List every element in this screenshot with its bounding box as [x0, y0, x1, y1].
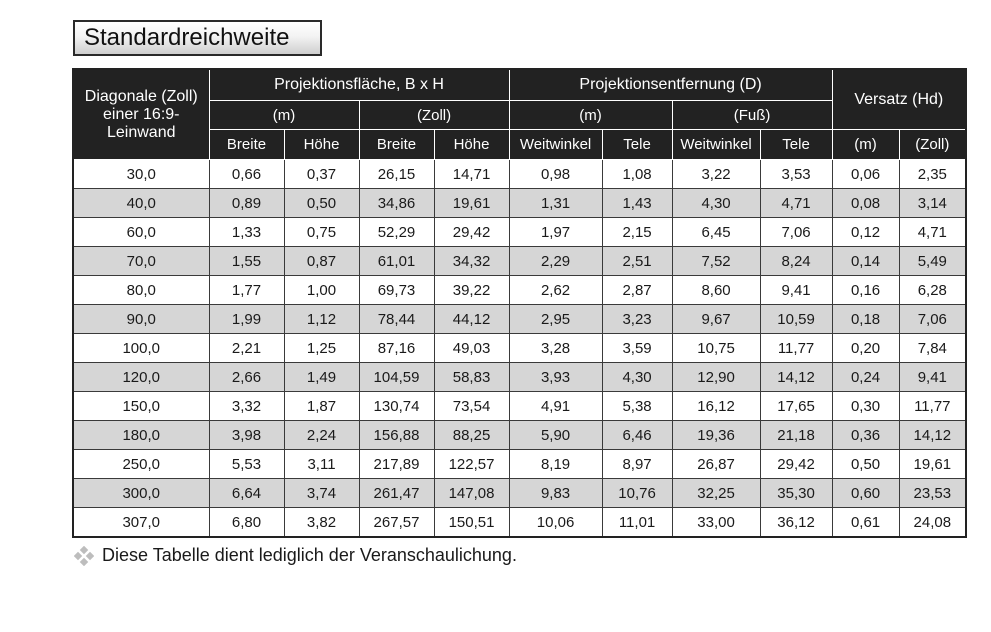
table-cell: 7,06 — [899, 305, 966, 334]
table-cell: 40,0 — [73, 189, 209, 218]
table-cell: 0,18 — [832, 305, 899, 334]
table-row — [73, 276, 966, 305]
table-row — [73, 450, 966, 479]
table-cell: 11,01 — [602, 508, 672, 538]
footnote-text: Diese Tabelle dient lediglich der Veranschaulichung. — [102, 545, 517, 565]
table-cell: 0,66 — [209, 160, 284, 189]
table-cell: 7,06 — [760, 218, 832, 247]
table-row — [73, 160, 966, 189]
table-cell: 36,12 — [760, 508, 832, 538]
table-cell: 26,87 — [672, 450, 760, 479]
table-cell: 2,62 — [509, 276, 602, 305]
table-cell: 3,98 — [209, 421, 284, 450]
table-cell: 34,86 — [359, 189, 434, 218]
table-cell: 122,57 — [434, 450, 509, 479]
table-cell: 2,24 — [284, 421, 359, 450]
header-hoehe-m: Höhe — [284, 130, 359, 160]
table-cell: 1,87 — [284, 392, 359, 421]
table-cell: 8,97 — [602, 450, 672, 479]
table-cell: 19,61 — [899, 450, 966, 479]
table-cell: 0,61 — [832, 508, 899, 538]
diamond-bullet-icon — [74, 546, 94, 566]
table-cell: 33,00 — [672, 508, 760, 538]
table-cell: 2,15 — [602, 218, 672, 247]
table-cell: 9,41 — [899, 363, 966, 392]
table-cell: 0,36 — [832, 421, 899, 450]
table-row — [73, 392, 966, 421]
table-cell: 4,30 — [602, 363, 672, 392]
table-cell: 150,0 — [73, 392, 209, 421]
table-cell: 1,12 — [284, 305, 359, 334]
table-cell: 250,0 — [73, 450, 209, 479]
table-cell: 130,74 — [359, 392, 434, 421]
table-cell: 6,64 — [209, 479, 284, 508]
header-projection-distance: Projektionsentfernung (D) — [509, 69, 832, 101]
header-offset: Versatz (Hd) — [832, 69, 966, 130]
table-cell: 7,52 — [672, 247, 760, 276]
table-cell: 0,16 — [832, 276, 899, 305]
table-cell: 24,08 — [899, 508, 966, 538]
table-cell: 78,44 — [359, 305, 434, 334]
table-row — [73, 363, 966, 392]
table-cell: 2,21 — [209, 334, 284, 363]
table-cell: 11,77 — [899, 392, 966, 421]
header-tele-m: Tele — [602, 130, 672, 160]
table-cell: 0,37 — [284, 160, 359, 189]
table-row — [73, 334, 966, 363]
table-row — [73, 218, 966, 247]
table-cell: 0,14 — [832, 247, 899, 276]
header-weitwinkel-m: Weitwinkel — [509, 130, 602, 160]
table-cell: 0,87 — [284, 247, 359, 276]
table-cell: 6,45 — [672, 218, 760, 247]
table-cell: 69,73 — [359, 276, 434, 305]
table-cell: 2,51 — [602, 247, 672, 276]
table-cell: 5,90 — [509, 421, 602, 450]
table-cell: 29,42 — [434, 218, 509, 247]
table-cell: 0,60 — [832, 479, 899, 508]
table-cell: 23,53 — [899, 479, 966, 508]
table-cell: 32,25 — [672, 479, 760, 508]
table-cell: 10,75 — [672, 334, 760, 363]
table-cell: 34,32 — [434, 247, 509, 276]
table-cell: 1,43 — [602, 189, 672, 218]
table-cell: 3,11 — [284, 450, 359, 479]
table-cell: 9,67 — [672, 305, 760, 334]
table-cell: 2,95 — [509, 305, 602, 334]
table-cell: 3,82 — [284, 508, 359, 538]
table-cell: 3,23 — [602, 305, 672, 334]
table-body — [73, 160, 966, 538]
table-cell: 0,08 — [832, 189, 899, 218]
table-cell: 0,30 — [832, 392, 899, 421]
header-breite-zoll: Breite — [359, 130, 434, 160]
table-cell: 3,74 — [284, 479, 359, 508]
table-cell: 150,51 — [434, 508, 509, 538]
header-area-unit-m: (m) — [209, 101, 359, 130]
table-cell: 0,89 — [209, 189, 284, 218]
header-distance-unit-m: (m) — [509, 101, 672, 130]
table-row — [73, 305, 966, 334]
table-cell: 0,50 — [832, 450, 899, 479]
page-title: Standardreichweite — [73, 20, 322, 56]
table-cell: 39,22 — [434, 276, 509, 305]
table-cell: 7,84 — [899, 334, 966, 363]
table-cell: 1,97 — [509, 218, 602, 247]
table-cell: 2,87 — [602, 276, 672, 305]
table-cell: 10,59 — [760, 305, 832, 334]
table-cell: 1,77 — [209, 276, 284, 305]
table-cell: 1,31 — [509, 189, 602, 218]
table-cell: 1,00 — [284, 276, 359, 305]
header-diagonal: Diagonale (Zoll) einer 16:9-Leinwand — [73, 69, 209, 160]
table-cell: 156,88 — [359, 421, 434, 450]
table-cell: 120,0 — [73, 363, 209, 392]
table-cell: 6,46 — [602, 421, 672, 450]
table-cell: 261,47 — [359, 479, 434, 508]
table-cell: 0,50 — [284, 189, 359, 218]
table-cell: 0,98 — [509, 160, 602, 189]
table-cell: 14,12 — [760, 363, 832, 392]
table-row — [73, 189, 966, 218]
table-cell: 14,12 — [899, 421, 966, 450]
table-cell: 11,77 — [760, 334, 832, 363]
footnote — [74, 545, 517, 566]
table-cell: 14,71 — [434, 160, 509, 189]
table-cell: 5,49 — [899, 247, 966, 276]
table-cell: 300,0 — [73, 479, 209, 508]
table-cell: 0,20 — [832, 334, 899, 363]
table-cell: 3,59 — [602, 334, 672, 363]
table-cell: 16,12 — [672, 392, 760, 421]
table-cell: 3,53 — [760, 160, 832, 189]
header-projection-area: Projektionsfläche, B x H — [209, 69, 509, 101]
table-cell: 9,83 — [509, 479, 602, 508]
table-cell: 8,60 — [672, 276, 760, 305]
table-cell: 1,33 — [209, 218, 284, 247]
header-weitwinkel-fuss: Weitwinkel — [672, 130, 760, 160]
table-cell: 2,29 — [509, 247, 602, 276]
header-hoehe-zoll: Höhe — [434, 130, 509, 160]
table-cell: 30,0 — [73, 160, 209, 189]
table-cell: 90,0 — [73, 305, 209, 334]
table-cell: 2,35 — [899, 160, 966, 189]
table-cell: 0,75 — [284, 218, 359, 247]
table-cell: 267,57 — [359, 508, 434, 538]
table-cell: 52,29 — [359, 218, 434, 247]
table-cell: 61,01 — [359, 247, 434, 276]
table-cell: 1,99 — [209, 305, 284, 334]
table-cell: 1,25 — [284, 334, 359, 363]
table-cell: 44,12 — [434, 305, 509, 334]
header-breite-m: Breite — [209, 130, 284, 160]
table-cell: 49,03 — [434, 334, 509, 363]
table-cell: 104,59 — [359, 363, 434, 392]
table-cell: 4,71 — [760, 189, 832, 218]
throw-distance-table — [72, 68, 967, 538]
table-cell: 8,19 — [509, 450, 602, 479]
table-cell: 180,0 — [73, 421, 209, 450]
table-cell: 1,08 — [602, 160, 672, 189]
table-cell: 70,0 — [73, 247, 209, 276]
header-tele-fuss: Tele — [760, 130, 832, 160]
table-cell: 4,71 — [899, 218, 966, 247]
table-cell: 0,12 — [832, 218, 899, 247]
header-distance-unit-fuss: (Fuß) — [672, 101, 832, 130]
table-cell: 9,41 — [760, 276, 832, 305]
table-cell: 29,42 — [760, 450, 832, 479]
table-cell: 0,24 — [832, 363, 899, 392]
table-cell: 19,36 — [672, 421, 760, 450]
table-cell: 12,90 — [672, 363, 760, 392]
table-cell: 3,14 — [899, 189, 966, 218]
table-cell: 4,30 — [672, 189, 760, 218]
table-cell: 3,32 — [209, 392, 284, 421]
header-offset-m: (m) — [832, 130, 899, 160]
table-cell: 80,0 — [73, 276, 209, 305]
table-cell: 217,89 — [359, 450, 434, 479]
table-cell: 1,55 — [209, 247, 284, 276]
table-cell: 4,91 — [509, 392, 602, 421]
table-row — [73, 508, 966, 538]
table-cell: 6,28 — [899, 276, 966, 305]
table-cell: 88,25 — [434, 421, 509, 450]
table-row — [73, 421, 966, 450]
table-cell: 307,0 — [73, 508, 209, 538]
table-row — [73, 247, 966, 276]
table-cell: 17,65 — [760, 392, 832, 421]
table-cell: 26,15 — [359, 160, 434, 189]
table-cell: 100,0 — [73, 334, 209, 363]
table-cell: 10,06 — [509, 508, 602, 538]
table-cell: 87,16 — [359, 334, 434, 363]
table-cell: 3,22 — [672, 160, 760, 189]
table-cell: 58,83 — [434, 363, 509, 392]
table-cell: 2,66 — [209, 363, 284, 392]
table-cell: 73,54 — [434, 392, 509, 421]
header-offset-zoll: (Zoll) — [899, 130, 966, 160]
table-cell: 60,0 — [73, 218, 209, 247]
table-row — [73, 479, 966, 508]
table-cell: 21,18 — [760, 421, 832, 450]
table-cell: 3,28 — [509, 334, 602, 363]
table-cell: 147,08 — [434, 479, 509, 508]
table-cell: 0,06 — [832, 160, 899, 189]
table-cell: 1,49 — [284, 363, 359, 392]
table-cell: 6,80 — [209, 508, 284, 538]
table-cell: 19,61 — [434, 189, 509, 218]
header-area-unit-zoll: (Zoll) — [359, 101, 509, 130]
table-cell: 10,76 — [602, 479, 672, 508]
table-cell: 5,38 — [602, 392, 672, 421]
table-cell: 35,30 — [760, 479, 832, 508]
table-cell: 5,53 — [209, 450, 284, 479]
table-cell: 8,24 — [760, 247, 832, 276]
table-cell: 3,93 — [509, 363, 602, 392]
